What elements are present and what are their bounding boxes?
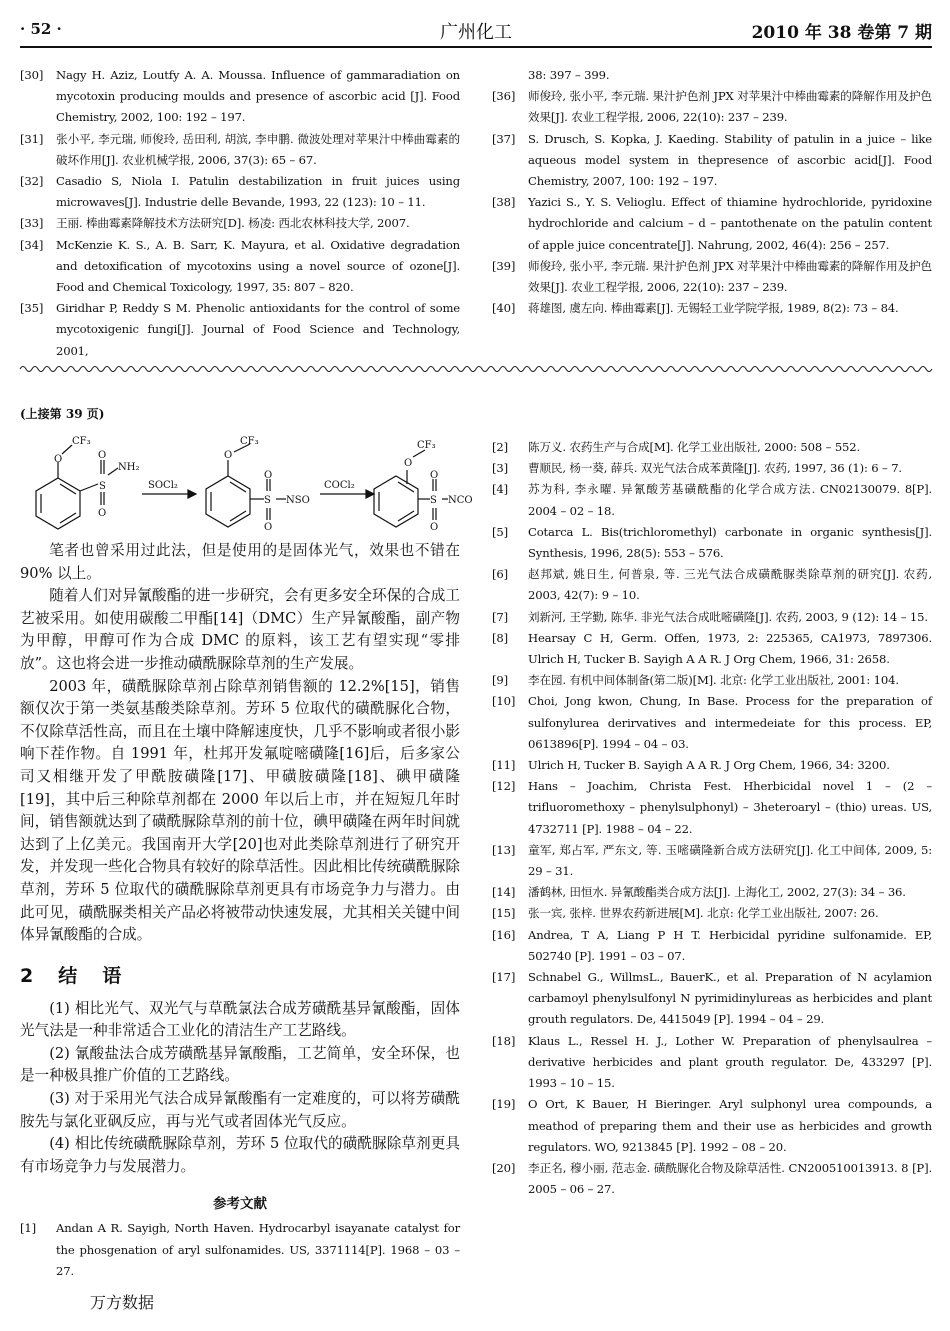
reference-number: [40] [492, 301, 516, 316]
header-rule [20, 46, 932, 48]
reference-entry [492, 479, 932, 521]
reference-number: [17] [492, 970, 516, 985]
watermark-text: 万方数据 [90, 1293, 155, 1312]
body-paragraph-2: 随着人们对异氰酸酯的进一步研究，会有更多安全环保的合成工艺被采用。如使用碳酸二甲酯[14]（DMC）生产异氰酸酯，副产物为甲醇，甲醇可作为合成 DMC 的原料，该工艺有望实现“零排放”。这也将会进一步推动磺酰脲除草剂的生产发展。 [20, 587, 460, 672]
nh2-label: NH₂ [118, 462, 140, 473]
reference-text: Cotarca L. Bis(trichloromethyl) carbonate in organic synthesis[J]. Synthesis, 1996, 28(5): 553 – 576. [528, 524, 932, 561]
body-paragraph-1: 笔者也曾采用过此法，但是使用的是固体光气，效果也不错在 90% 以上。 [20, 542, 460, 582]
reference-entry [492, 925, 932, 967]
reference-number: [19] [492, 1097, 516, 1112]
reference-text: 陈万义. 农药生产与合成[M]. 化学工业出版社, 2000: 508 – 552. [528, 440, 861, 454]
bottom-left-references [20, 1218, 460, 1282]
reference-number: [33] [20, 216, 44, 231]
reference-text: Andan A R. Sayigh, North Haven. Hydrocarbyl isayanate catalyst for the phosgenation of aryl sulfonamides. US, 3371114[P]. 1968 – 03 – 27. [56, 1221, 460, 1278]
reference-text: 张一宾, 张梓. 世界农药新进展[M]. 北京: 化学工业出版社, 2007: 26. [528, 906, 879, 921]
o-label-6: O [264, 522, 273, 533]
reference-number: [15] [492, 906, 516, 921]
reference-number: [12] [492, 779, 516, 794]
s-label-1: S [99, 481, 106, 492]
reference-number: [8] [492, 630, 508, 645]
cf3-label-2: CF₃ [240, 436, 259, 447]
benzene-ring-3 [374, 476, 418, 527]
reference-text: Choi, Jong kwon, Chung, In Base. Process for the preparation of sulfonylurea derirvatives and intermedeiate for this process. EP, 0613896[P]. 1994 – 04 – 03. [528, 694, 932, 751]
reference-text: 蒋雄图, 虞左向. 棒曲霉素[J]. 无锡轻工业学院学报, 1989, 8(2): 73 – 84. [528, 301, 899, 316]
reference-text: Hans – Joachim, Christa Fest. Hherbicidal novel 1 – (2 – trifluoromethoxy – phenylsulphonyl) – 3heteroaryl – (thio) ureas. US, 4732711 [P]. 1988 – 04 – 22. [528, 779, 932, 836]
reference-entry [492, 298, 932, 319]
reference-text: 潘鹤林, 田恒水. 异氰酸酯类合成方法[J]. 上海化工, 2002, 27(3): 34 – 36. [528, 885, 906, 900]
journal-name: 广州化工 [440, 22, 512, 43]
reference-number: [3] [492, 461, 508, 476]
reference-text: 张小平, 李元瑞, 师俊玲, 岳田利, 胡滨, 李申鹏. 微波处理对苹果汁中棒曲霉素的破坏作用[J]. 农业机械学报, 2006, 37(3): 65 – 67. [56, 131, 460, 167]
conclusion-1: (1) 相比光气、双光气与草酰氯法合成芳磺酰基异氰酸酯，固体光气法是一种非常适合工业化的清洁生产工艺路线。 [20, 999, 460, 1040]
s-label-3: S [430, 495, 437, 506]
o-label-1: O [54, 454, 63, 465]
benzene-ring-2 [206, 476, 250, 527]
reference-entry [492, 458, 932, 479]
reference-entry [492, 1031, 932, 1095]
reference-text: 李正名, 穆小丽, 范志金. 磺酰脲化合物及除草活性. CN200510013913. 8 [P]. 2005 – 06 – 27. [528, 1160, 932, 1197]
reagent-cocl2: COCl₂ [324, 480, 355, 491]
reference-entry [20, 235, 460, 299]
reference-text: 童军, 郑占军, 严东文, 等. 玉嘧磺隆新合成方法研究[J]. 化工中间体, 2009, 5: 29 – 31. [528, 842, 932, 879]
o-label-5: O [264, 470, 273, 481]
running-header [20, 14, 932, 48]
body-paragraph-3: 2003 年，磺酰脲除草剂占除草剂销售额的 12.2%[15]，销售额仅次于第一类氨基酸类除草剂。芳环 5 位取代的磺酰脲化合物，不仅除草活性高，而且在土壤中降解速度快，几乎不影响或者很小影响下茬作物。自 1991 年，杜邦开发氟啶嘧磺隆[16]后，后多家公司又相继开发了甲酰胺磺隆[17]、甲磺胺磺隆[18]、碘甲磺隆[19]，其中后三种除草剂都在 2000 年以后上市，并在短短几年时间，销售额就达到了磺酰脲除草剂的前十位，碘甲磺隆在两年时间就达到了上亿美元。我国南开大学[20]也对此类除草剂进行了研究开发，并发现一些化合物具有较好的除草活性。因此相比传统磺酰脲除草剂，芳环 5 位取代的磺酰脲除草剂更具有市场竞争力与潜力。由此可见，磺酰脲类相关产品必将被带动快速发展，尤其相关关键中间体异氰酸酯的合成。 [20, 677, 460, 944]
reference-number: [30] [20, 68, 44, 82]
reference-number: [5] [492, 524, 508, 539]
reference-number: [10] [492, 694, 516, 709]
s-label-2: S [264, 495, 271, 506]
reference-text: 李在园. 有机中间体制备(第二版)[M]. 北京: 化学工业出版社, 2001: 104. [528, 673, 899, 688]
issue-info: 2010 年 38 卷第 7 期 [751, 23, 932, 43]
o-label-9: O [430, 522, 439, 533]
continued-note: (上接第 39 页) [20, 407, 105, 421]
reference-text: S. Drusch, S. Kopka, J. Kaeding. Stability of patulin in a juice – like aqueous model system in thepresence of ascorbic acid[J]. Food Chemistry, 2007, 100: 192 – 197. [528, 131, 932, 189]
reference-entry [492, 256, 932, 298]
reference-entry [492, 755, 932, 776]
reference-number: [20] [492, 1160, 516, 1175]
reference-entry [492, 670, 932, 691]
reference-entry [492, 129, 932, 193]
reference-number: [35] [20, 301, 44, 316]
reference-entry [492, 1094, 932, 1158]
reference-number: [11] [492, 758, 516, 773]
reference-number: [38] [492, 195, 516, 210]
reference-entry [492, 903, 932, 924]
reagent-socl2: SOCl₂ [148, 480, 178, 491]
reference-number: [7] [492, 609, 508, 624]
reference-entry [492, 967, 932, 1031]
reference-entry [492, 1158, 932, 1200]
reference-text: Nagy H. Aziz, Loutfy A. A. Moussa. Influence of gammaradiation on mycotoxin producing moulds and presence of ascorbic acid [J]. Food Chemistry, 2002, 100: 192 – 197. [56, 68, 460, 125]
reference-number: [18] [492, 1033, 516, 1048]
reference-number: [1] [20, 1221, 36, 1236]
wavy-divider [20, 362, 932, 376]
reference-text: 曹顺民, 杨一葵, 薛兵. 双光气法合成苯黄隆[J]. 农药, 1997, 36 (1): 6 – 7. [528, 461, 902, 476]
reference-entry [20, 1218, 460, 1282]
reference-entry [20, 171, 460, 213]
references-title: 参考文献 [213, 1196, 267, 1213]
nco-label: NCO [448, 495, 473, 506]
reference-entry [492, 564, 932, 606]
bottom-right-references [492, 437, 932, 1200]
top-right-references [492, 65, 932, 319]
reference-text: Hearsay C H, Germ. Offen, 1973, 2: 225365, CA1973, 7897306. Ulrich H, Tucker B. Sayigh A A R. J Org Chem, 1966, 31: 2658. [528, 630, 932, 667]
reference-entry [492, 607, 932, 628]
reference-text: 师俊玲, 张小平, 李元瑞. 果汁护色剂 JPX 对苹果汁中棒曲霉素的降解作用及护色效果[J]. 农业工程学报, 2006, 22(10): 237 – 239. [528, 258, 932, 295]
reference-entry [492, 65, 932, 86]
reference-entry [492, 522, 932, 564]
conclusion-2: (2) 氰酸盐法合成芳磺酰基异氰酸酯，工艺简单，安全环保，也是一种极具推广价值的工艺路线。 [20, 1044, 460, 1085]
reference-number: [34] [20, 237, 44, 252]
o-label-7: O [404, 458, 413, 469]
reference-text: 王丽. 棒曲霉素降解技术方法研究[D]. 杨凌: 西北农林科技大学, 2007. [56, 216, 410, 231]
o-label-2: O [98, 450, 107, 461]
reference-entry [492, 192, 932, 256]
o-label-3: O [98, 508, 107, 519]
reaction-scheme [20, 432, 473, 544]
reference-number: [39] [492, 258, 516, 273]
reference-number: [37] [492, 131, 516, 146]
reference-number: [31] [20, 131, 44, 146]
reference-entry [492, 86, 932, 128]
reference-text: Andrea, T A, Liang P H T. Herbicidal pyridine sulfonamide. EP, 502740 [P]. 1991 – 03 – 07. [528, 927, 932, 963]
reference-text: Giridhar P, Reddy S M. Phenolic antioxidants for the control of some mycotoxigenic fungi[J]. Journal of Food Science and Technology, 2001, [56, 301, 460, 358]
o-label-8: O [430, 470, 439, 481]
reference-text: McKenzie K. S., A. B. Sarr, K. Mayura, et al. Oxidative degradation and detoxification of mycotoxins using a novel source of ozone[J]. Food and Chemical Toxicology, 1997, 35: 807 – 820. [56, 237, 460, 295]
reference-entry [20, 65, 460, 129]
reference-text: O Ort, K Bauer, H Bieringer. Aryl sulphonyl urea compounds, a meathod of preparing them and their use as herbicides and growth regulators. WO, 9213845 [P]. 1992 – 08 – 20. [528, 1097, 932, 1154]
reference-entry [492, 776, 932, 840]
conclusion-4: (4) 相比传统磺酰脲除草剂，芳环 5 位取代的磺酰脲除草剂更具有市场竞争力与发展潜力。 [20, 1135, 460, 1175]
page-number: · 52 · [20, 20, 62, 38]
reference-text: 苏为科, 李永曜. 异氰酸芳基磺酰酯的化学合成方法. CN02130079. 8[P]. 2004 – 02 – 18. [528, 482, 932, 518]
reference-entry [20, 129, 460, 171]
reference-text: Yazici S., Y. S. Velioglu. Effect of thiamine hydrochloride, pyridoxine hydrochloride and calcium – d – pantothenate on the patulin content of apple juice concentrate[J]. Nahrung, 2002, 46(4): 256 – 257. [528, 195, 932, 252]
reference-number: [6] [492, 567, 508, 582]
reference-number: [16] [492, 927, 516, 942]
top-left-references [20, 65, 460, 362]
reference-entry [492, 882, 932, 903]
left-column-body [20, 540, 460, 1282]
reference-text: Schnabel G., WillmsL., BauerK., et al. Preparation of N acylamion carbamoyl phenylsulfonyl N pyrimidinylureas as herbicides and plant grouth regulators. De, 4415049 [P]. 1994 – 04 – 29. [528, 970, 932, 1027]
cf3-label-1: CF₃ [72, 436, 91, 447]
o-label-4: O [224, 450, 233, 461]
reference-entry [20, 213, 460, 234]
reference-text: 刘新河, 王学勤, 陈华. 非光气法合成吡嘧磺隆[J]. 农药, 2003, 9 (12): 14 – 15. [528, 609, 928, 624]
reference-text: Casadio S, Niola I. Patulin destabilization in fruit juices using microwaves[J]. Industrie delle Bevande, 1993, 22 (123): 10 – 11. [56, 174, 460, 210]
reference-number: [14] [492, 885, 516, 900]
reference-text: 赵邦斌, 姚日生, 何普泉, 等. 三光气法合成磺酰脲类除草剂的研究[J]. 农药, 2003, 42(7): 9 – 10. [528, 567, 932, 603]
reference-text: Ulrich H, Tucker B. Sayigh A A R. J Org Chem, 1966, 34: 3200. [528, 758, 890, 773]
reference-number: [4] [492, 482, 508, 497]
reference-entry [492, 840, 932, 882]
section-heading: 2 结 语 [20, 964, 125, 987]
cf3-label-3: CF₃ [417, 440, 436, 451]
reference-number: [32] [20, 174, 44, 189]
reference-entry [20, 298, 460, 362]
conclusion-3: (3) 对于采用光气法合成异氰酸酯有一定难度的，可以将芳磺酰胺先与氯化亚砜反应，再与光气或者固体光气反应。 [20, 1090, 460, 1130]
reference-entry [492, 437, 932, 458]
reference-text: 师俊玲, 张小平, 李元瑞. 果汁护色剂 JPX 对苹果汁中棒曲霉素的降解作用及护色效果[J]. 农业工程学报, 2006, 22(10): 237 – 239. [528, 89, 932, 125]
reference-text: 38: 397 – 399. [528, 68, 610, 82]
reference-entry [492, 628, 932, 670]
reference-number: [2] [492, 440, 508, 454]
reference-number: [36] [492, 89, 516, 104]
benzene-ring-1 [36, 478, 80, 529]
reference-number: [9] [492, 673, 508, 688]
reference-entry [492, 691, 932, 755]
nso-label: NSO [286, 495, 310, 506]
reference-number: [13] [492, 842, 516, 857]
reference-text: Klaus L., Ressel H. J., Lother W. Preparation of phenylsaulrea – derivative herbicides and plant grouth regulator. De, 433297 [P]. 1993 – 10 – 15. [528, 1033, 932, 1091]
